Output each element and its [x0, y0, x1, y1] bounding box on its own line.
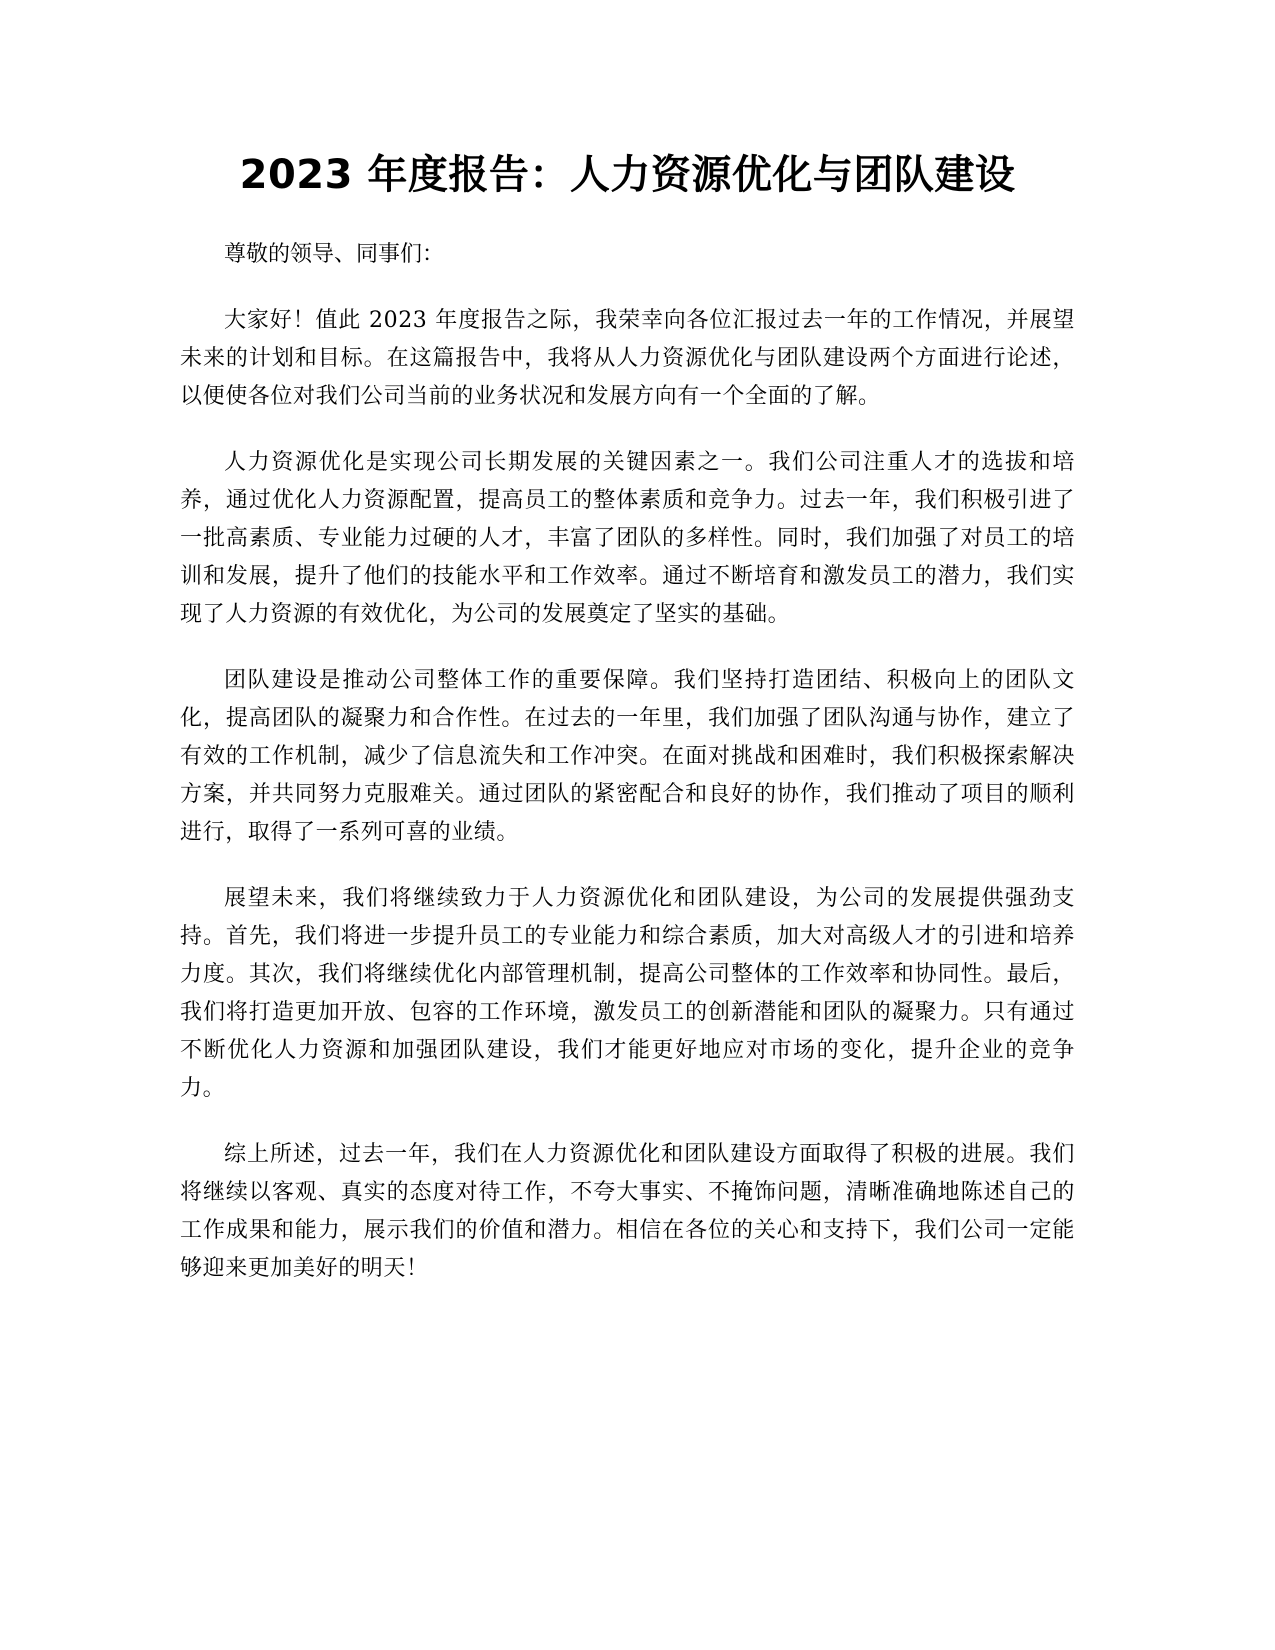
document-page: [180, 0, 1075, 1288]
paragraph-conclusion: 综上所述，过去一年，我们在人力资源优化和团队建设方面取得了积极的进展。我们将继续以客观、真实的态度对待工作，不夸大事实、不掩饰问题，清晰准确地陈述自己的工作成果和能力，展示我们的价值和潜力。相信在各位的关心和支持下，我们公司一定能够迎来更加美好的明天！: [180, 1142, 1075, 1281]
salutation: 尊敬的领导、同事们：: [224, 242, 445, 267]
document-title: 2023 年度报告：人力资源优化与团队建设: [239, 152, 1016, 198]
paragraph-intro: 大家好！值此 2023 年度报告之际，我荣幸向各位汇报过去一年的工作情况，并展望未来的计划和目标。在这篇报告中，我将从人力资源优化与团队建设两个方面进行论述，以便使各位对我们公司当前的业务状况和发展方向有一个全面的了解。: [180, 308, 1075, 409]
paragraph-team-building: 团队建设是推动公司整体工作的重要保障。我们坚持打造团结、积极向上的团队文化，提高团队的凝聚力和合作性。在过去的一年里，我们加强了团队沟通与协作，建立了有效的工作机制，减少了信息流失和工作冲突。在面对挑战和困难时，我们积极探索解决方案，并共同努力克服难关。通过团队的紧密配合和良好的协作，我们推动了项目的顺利进行，取得了一系列可喜的业绩。: [180, 668, 1075, 845]
paragraph-outlook: 展望未来，我们将继续致力于人力资源优化和团队建设，为公司的发展提供强劲支持。首先，我们将进一步提升员工的专业能力和综合素质，加大对高级人才的引进和培养力度。其次，我们将继续优化内部管理机制，提高公司整体的工作效率和协同性。最后，我们将打造更加开放、包容的工作环境，激发员工的创新潜能和团队的凝聚力。只有通过不断优化人力资源和加强团队建设，我们才能更好地应对市场的变化，提升企业的竞争力。: [180, 886, 1075, 1101]
paragraph-hr-optimization: 人力资源优化是实现公司长期发展的关键因素之一。我们公司注重人才的选拔和培养，通过优化人力资源配置，提高员工的整体素质和竞争力。过去一年，我们积极引进了一批高素质、专业能力过硬的人才，丰富了团队的多样性。同时，我们加强了对员工的培训和发展，提升了他们的技能水平和工作效率。通过不断培育和激发员工的潜力，我们实现了人力资源的有效优化，为公司的发展奠定了坚实的基础。: [180, 450, 1075, 627]
